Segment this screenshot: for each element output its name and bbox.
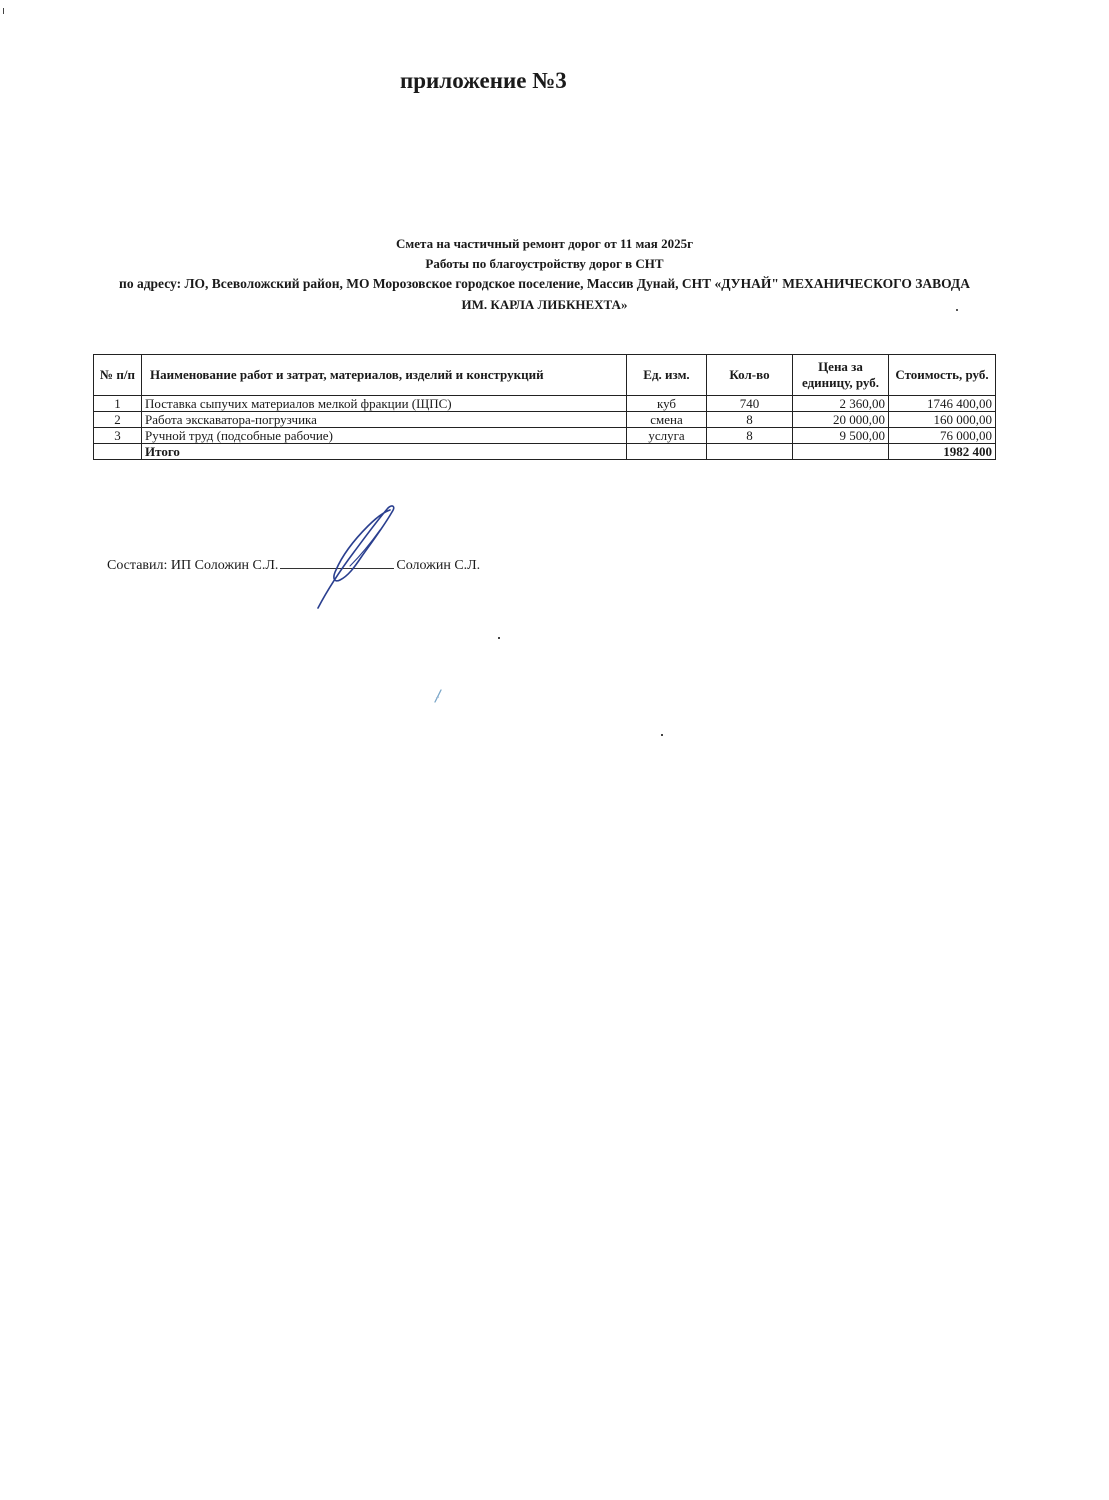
row-name: Поставка сыпучих материалов мелкой фракции (ЩПС): [142, 396, 627, 412]
row-cost: 1746 400,00: [889, 396, 996, 412]
compiled-by-label: Составил: ИП Соложин С.Л.: [107, 558, 279, 573]
scan-mark: [3, 8, 4, 14]
total-unit-empty: [627, 444, 707, 460]
estimate-table: [93, 354, 996, 460]
estimate-address-line-1: по адресу: ЛО, Всеволожский район, МО Морозовское городское поселение, Массив Дунай, СНТ «ДУНАЙ" МЕХАНИЧЕСКОГО ЗАВОДА: [119, 276, 970, 291]
row-price: 2 360,00: [793, 396, 889, 412]
header-price: Цена за единицу, руб.: [793, 355, 889, 396]
row-unit: смена: [627, 412, 707, 428]
total-label: Итого: [142, 444, 627, 460]
row-num: 1: [94, 396, 142, 412]
row-cost: 160 000,00: [889, 412, 996, 428]
estimate-address-line-2: ИМ. КАРЛА ЛИБКНЕХТА»: [461, 297, 628, 312]
scan-dot: [498, 637, 500, 639]
row-name: Ручной труд (подсобные рабочие): [142, 428, 627, 444]
row-num: 2: [94, 412, 142, 428]
table-row: [94, 396, 996, 412]
row-qty: 740: [707, 396, 793, 412]
header-num: № п/п: [94, 355, 142, 396]
table-row: [94, 412, 996, 428]
scan-dot: [956, 309, 958, 311]
estimate-title: Смета на частичный ремонт дорог от 11 мая 2025г: [396, 236, 693, 251]
total-qty-empty: [707, 444, 793, 460]
row-price: 9 500,00: [793, 428, 889, 444]
signature-line: [107, 556, 480, 574]
row-price: 20 000,00: [793, 412, 889, 428]
row-unit: услуга: [627, 428, 707, 444]
header-name: Наименование работ и затрат, материалов, изделий и конструкций: [142, 355, 627, 396]
row-qty: 8: [707, 428, 793, 444]
row-unit: куб: [627, 396, 707, 412]
table-total-row: [94, 444, 996, 460]
row-qty: 8: [707, 412, 793, 428]
signer-name: Соложин С.Л.: [396, 558, 481, 573]
scan-speck: [432, 688, 444, 704]
total-cost: 1982 400: [889, 444, 996, 460]
header-qty: Кол-во: [707, 355, 793, 396]
row-num: 3: [94, 428, 142, 444]
estimate-subtitle: Работы по благоустройству дорог в СНТ: [425, 256, 664, 271]
header-unit: Ед. изм.: [627, 355, 707, 396]
handwritten-signature: [310, 500, 400, 615]
scan-dot: [661, 734, 663, 736]
header-cost: Стоимость, руб.: [889, 355, 996, 396]
table-header-row: [94, 355, 996, 396]
table-row: [94, 428, 996, 444]
appendix-title: приложение №3: [400, 68, 567, 93]
total-price-empty: [793, 444, 889, 460]
total-num-empty: [94, 444, 142, 460]
row-cost: 76 000,00: [889, 428, 996, 444]
row-name: Работа экскаватора-погрузчика: [142, 412, 627, 428]
